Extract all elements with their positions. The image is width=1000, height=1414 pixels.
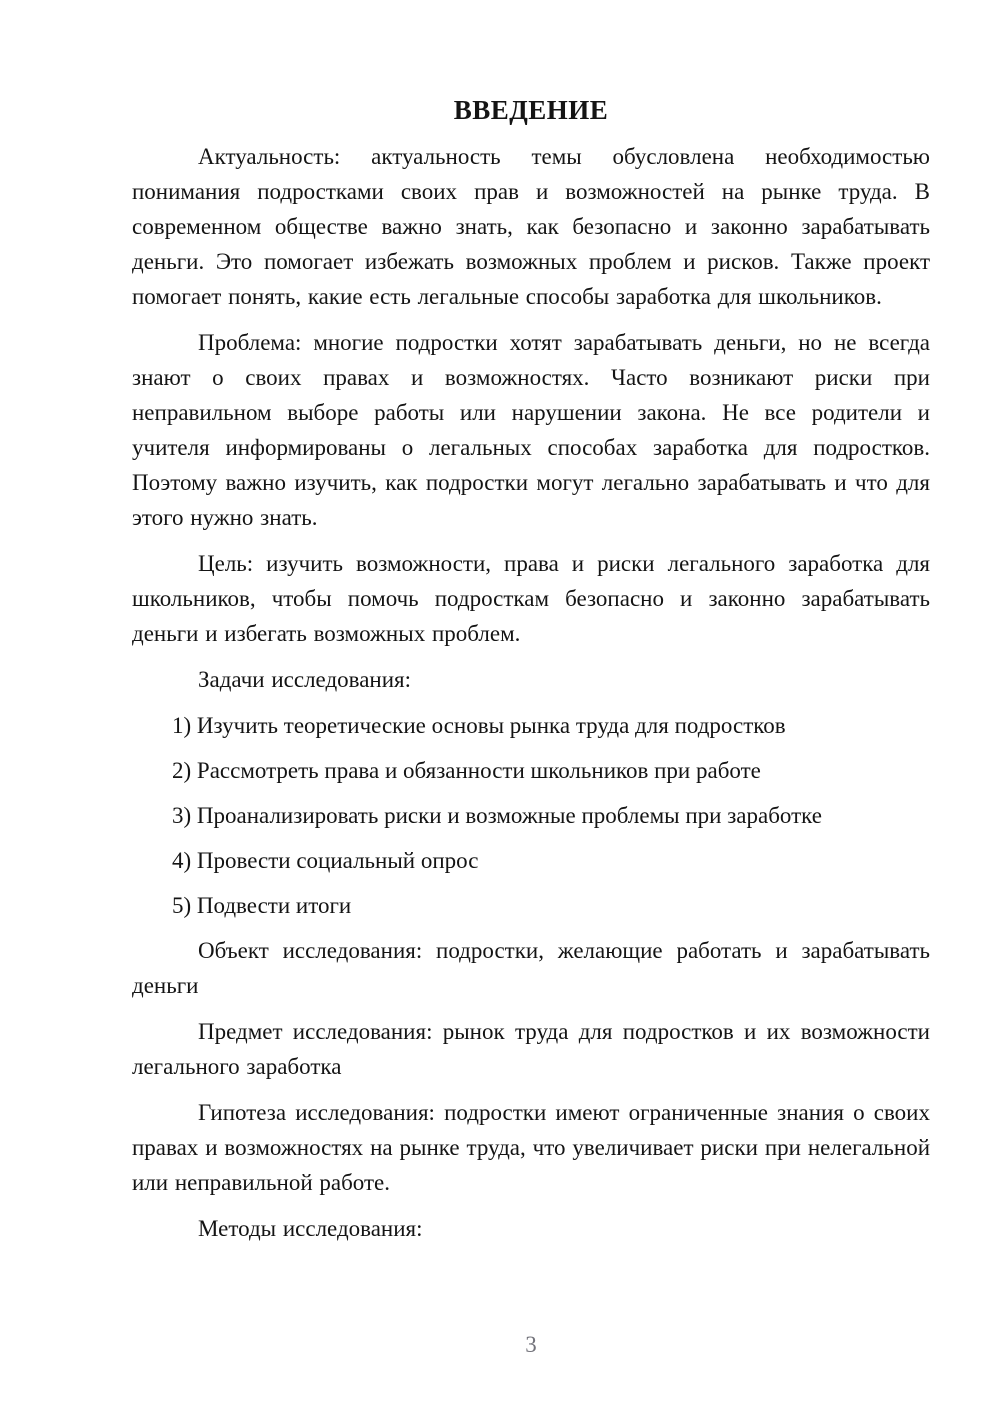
paragraph-relevance: Актуальность: актуальность темы обусловлена необходимостью понимания подростками своих прав и возможностей на рынке труда. В современном обществе важно знать, как безопасно и законно зарабатывать деньги. Это помогает избежать возможных проблем и рисков. Также проект помогает понять, какие есть легальные способы заработка для школьников. xyxy=(132,144,930,309)
task-item-4: 4) Провести социальный опрос xyxy=(172,848,479,873)
page-title: ВВЕДЕНИЕ xyxy=(453,95,609,125)
methods-heading: Методы исследования: xyxy=(198,1216,423,1241)
tasks-heading: Задачи исследования: xyxy=(198,667,412,692)
paragraph-goal: Цель: изучить возможности, права и риски легального заработка для школьников, чтобы помочь подросткам безопасно и законно зарабатывать деньги и избегать возможных проблем. xyxy=(132,551,930,646)
paragraph-object: Объект исследования: подростки, желающие работать и зарабатывать деньги xyxy=(132,938,930,998)
task-item-2: 2) Рассмотреть права и обязанности школьников при работе xyxy=(172,758,761,783)
paragraph-problem: Проблема: многие подростки хотят зарабатывать деньги, но не всегда знают о своих правах и возможностях. Часто возникают риски при неправильном выборе работы или нарушении закона. Не все родители и учителя информированы о легальных способах заработка для подростков. Поэтому важно изучить, как подростки могут легально зарабатывать и что для этого нужно знать. xyxy=(132,330,930,530)
task-item-3: 3) Проанализировать риски и возможные проблемы при заработке xyxy=(172,803,822,828)
paragraph-subject: Предмет исследования: рынок труда для подростков и их возможности легального заработка xyxy=(132,1019,930,1079)
task-item-5: 5) Подвести итоги xyxy=(172,893,352,918)
task-item-1: 1) Изучить теоретические основы рынка труда для подростков xyxy=(172,713,786,738)
page-number: 3 xyxy=(525,1332,537,1357)
paragraph-hypothesis: Гипотеза исследования: подростки имеют ограниченные знания о своих правах и возможностях на рынке труда, что увеличивает риски при нелегальной или неправильной работе. xyxy=(132,1100,930,1195)
task-list xyxy=(132,708,930,923)
document-content xyxy=(132,92,930,1257)
